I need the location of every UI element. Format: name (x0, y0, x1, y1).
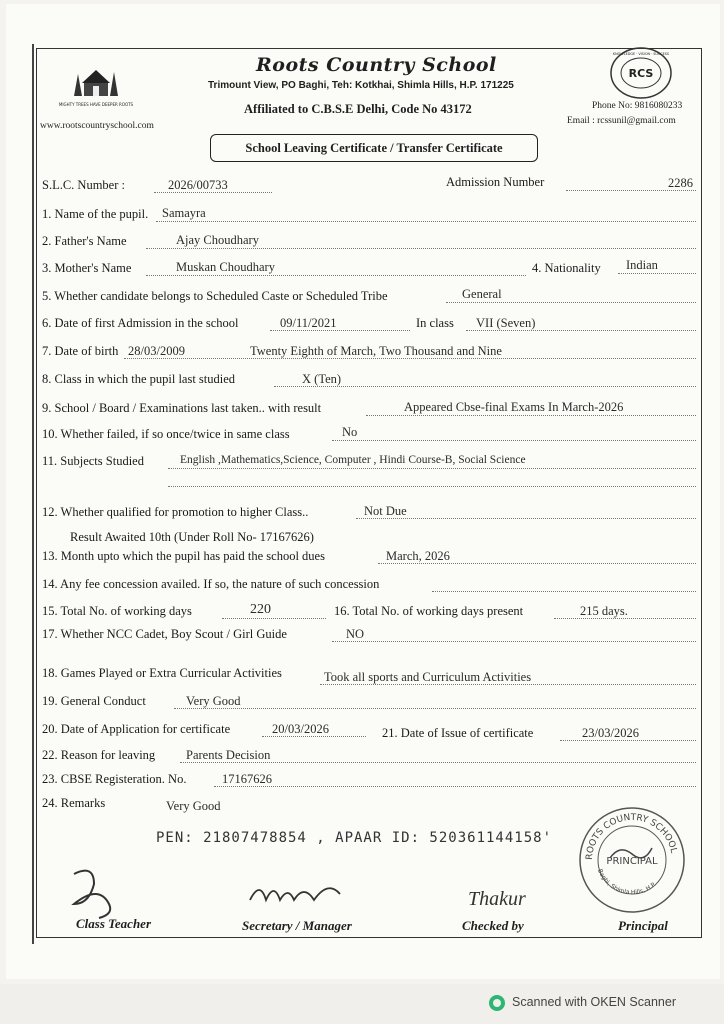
field-16-label: 16. Total No. of working days present (334, 604, 524, 618)
field-11-label: 11. Subjects Studied (42, 454, 144, 468)
field-15-label: 15. Total No. of working days (42, 604, 192, 618)
field-3-label: 3. Mother's Name (42, 261, 132, 275)
conduct-value: Very Good (186, 694, 241, 708)
field-2-label: 2. Father's Name (42, 234, 127, 248)
scanner-footer (0, 984, 724, 1024)
promotion-value: Not Due (364, 504, 407, 518)
field-7-label: 7. Date of birth (42, 344, 119, 358)
principal-stamp-icon (572, 800, 692, 920)
admission-number-label: Admission Number (446, 175, 545, 189)
stamp-ring-text: ROOTS COUNTRY SCHOOL (584, 812, 679, 861)
emblem-ring-text: KNOWLEDGE · VISION · SUCCESS (612, 52, 670, 56)
field-12-label: 12. Whether qualified for promotion to higher Class.. (42, 505, 309, 519)
field-13-label: 13. Month upto which the pupil has paid the school dues (42, 549, 325, 563)
class-teacher-label: Class Teacher (76, 916, 151, 931)
stamp-center-text: PRINCIPAL (606, 856, 658, 867)
dues-paid-value: March, 2026 (386, 549, 450, 563)
scanner-watermark: Scanned with OKEN Scanner (512, 995, 676, 1009)
slc-number-label: S.L.C. Number : (42, 178, 125, 192)
field-6-label: 6. Date of first Admission in the school (42, 316, 239, 330)
days-present-value: 215 days. (580, 604, 628, 618)
field-17-label: 17. Whether NCC Cadet, Boy Scout / Girl Guide (42, 627, 287, 641)
working-days-value: 220 (250, 602, 271, 617)
issue-date-value: 23/03/2026 (582, 726, 639, 740)
school-logo-icon (58, 56, 134, 118)
leaving-reason-value: Parents Decision (186, 748, 271, 762)
field-10-label: 10. Whether failed, if so once/twice in same class (42, 427, 290, 441)
emblem-text: RCS (628, 67, 654, 80)
field-5-label: 5. Whether candidate belongs to Scheduled Caste or Scheduled Tribe (42, 289, 388, 303)
cbse-registration-value: 17167626 (222, 772, 272, 786)
failed-value: No (342, 425, 358, 439)
dob-words: Twenty Eighth of March, Two Thousand and Nine (250, 344, 502, 358)
field-4-label: 4. Nationality (532, 261, 601, 275)
mother-name: Muskan Choudhary (176, 260, 275, 274)
subjects-value: English ,Mathematics,Science, Computer , Hindi Course-B, Social Science (180, 454, 526, 466)
checked-by-label: Checked by (462, 918, 524, 933)
field-23-label: 23. CBSE Registeration. No. (42, 772, 187, 786)
field-24-label: 24. Remarks (42, 796, 106, 810)
admission-class-value: VII (Seven) (476, 316, 536, 330)
pupil-name: Samayra (162, 206, 206, 220)
margin-rule (32, 44, 34, 944)
stamp-bottom-text: Baghi, Shimla Hills, H.P. (596, 868, 658, 897)
nationality-value: Indian (626, 258, 658, 272)
field-1-label: 1. Name of the pupil. (42, 207, 149, 221)
result-awaited-note: Result Awaited 10th (Under Roll No- 17167626) (70, 530, 314, 544)
field-14-label: 14. Any fee concession availed. If so, the nature of such concession (42, 577, 380, 591)
application-date-value: 20/03/2026 (272, 722, 329, 736)
certificate-page (6, 4, 720, 979)
class-teacher-signature-icon (64, 864, 134, 920)
school-email[interactable]: Email : rcssunil@gmail.com (567, 116, 676, 126)
pen-apaar-ids: PEN: 21807478854 , APAAR ID: 520361144158' (156, 830, 553, 846)
school-address: Trimount View, PO Baghi, Teh: Kotkhai, Shimla Hills, H.P. 171225 (208, 80, 514, 91)
field-9-label: 9. School / Board / Examinations last taken.. with result (42, 401, 322, 415)
slc-number-value: 2026/00733 (168, 178, 228, 192)
scanner-logo-icon (488, 994, 506, 1012)
field-20-label: 20. Date of Application for certificate (42, 722, 231, 736)
field-19-label: 19. General Conduct (42, 694, 146, 708)
field-18-label: 18. Games Played or Extra Curricular Activities (42, 666, 282, 680)
father-name: Ajay Choudhary (176, 233, 259, 247)
logo-motto-text: MIGHTY TREES HAVE DEEPER ROOTS (58, 102, 134, 107)
caste-category-value: General (462, 287, 502, 301)
affiliation-text: Affiliated to C.B.S.E Delhi, Code No 43172 (244, 102, 472, 116)
field-21-label: 21. Date of Issue of certificate (382, 726, 534, 740)
exam-result-value: Appeared Cbse-final Exams In March-2026 (404, 400, 624, 414)
admission-number-value: 2286 (668, 176, 693, 190)
checked-by-signature: Thakur (468, 888, 526, 910)
principal-label: Principal (618, 918, 668, 933)
admission-date-value: 09/11/2021 (280, 316, 337, 330)
school-phone: Phone No: 9816080233 (592, 101, 683, 111)
school-website[interactable]: www.rootscountryschool.com (40, 121, 154, 131)
ncc-value: NO (346, 627, 365, 641)
activities-value: Took all sports and Curriculum Activities (324, 670, 532, 684)
remarks-value: Very Good (166, 799, 221, 813)
secretary-signature-icon (242, 870, 352, 914)
certificate-title: School Leaving Certificate / Transfer Certificate (210, 134, 538, 162)
secretary-label: Secretary / Manager (242, 918, 352, 933)
admission-class-label: In class (416, 316, 454, 330)
school-emblem-icon (606, 46, 676, 100)
last-class-value: X (Ten) (302, 372, 342, 386)
field-8-label: 8. Class in which the pupil last studied (42, 372, 236, 386)
dob-value: 28/03/2009 (128, 344, 185, 358)
field-22-label: 22. Reason for leaving (42, 748, 156, 762)
school-name: Roots Country School (256, 54, 497, 76)
